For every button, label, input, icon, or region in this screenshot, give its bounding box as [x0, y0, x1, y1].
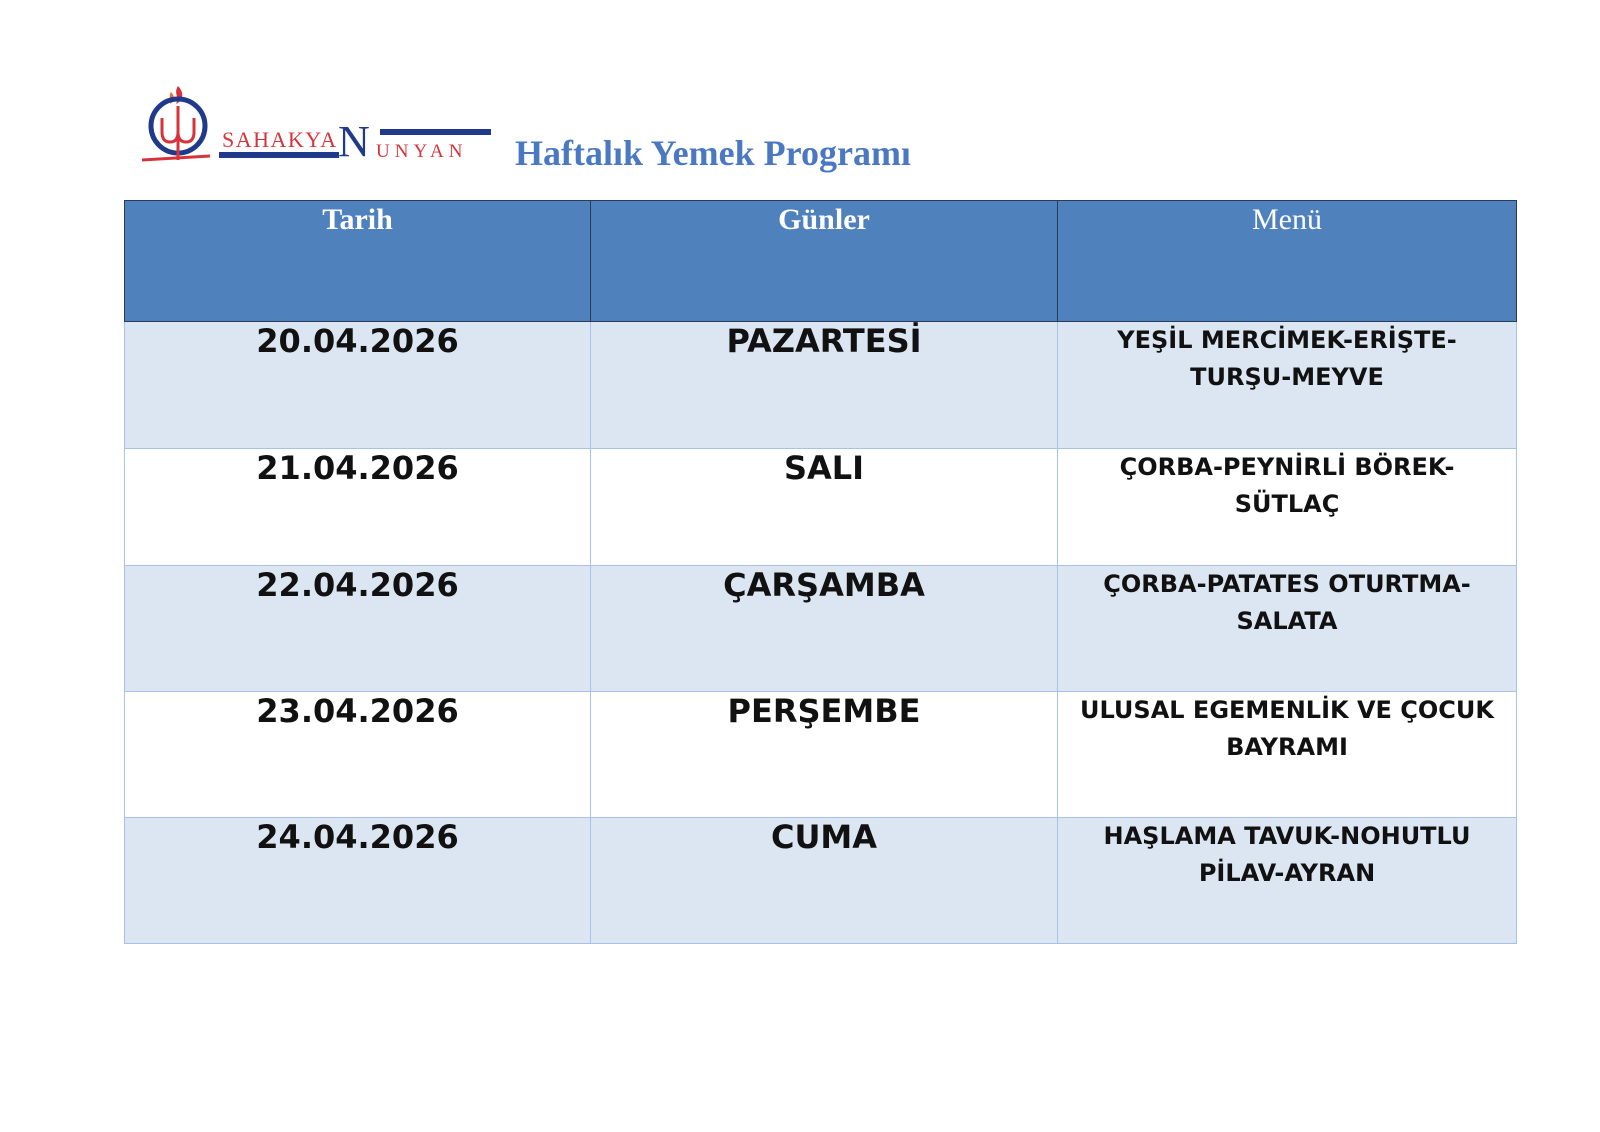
menu-line: ÇORBA-PATATES OTURTMA-: [1103, 570, 1471, 598]
table-row: [125, 449, 1517, 566]
menu-line: HAŞLAMA TAVUK-NOHUTLU: [1103, 822, 1471, 850]
menu-line: SALATA: [1236, 607, 1338, 635]
logo-word-unyan: UNYAN: [376, 141, 468, 162]
row-date: 22.04.2026: [125, 566, 591, 692]
menu-line: SÜTLAÇ: [1234, 490, 1340, 518]
row-menu: [1058, 692, 1517, 818]
menu-line: BAYRAMI: [1226, 733, 1348, 761]
menu-line: ÇORBA-PEYNİRLİ BÖREK-: [1119, 453, 1455, 481]
sahakyan-logo: [140, 82, 510, 174]
row-date: 20.04.2026: [125, 322, 591, 449]
row-day: ÇARŞAMBA: [591, 566, 1058, 692]
menu-line: TURŞU-MEYVE: [1190, 363, 1384, 391]
row-menu: [1058, 818, 1517, 944]
row-menu: [1058, 322, 1517, 449]
row-date: 23.04.2026: [125, 692, 591, 818]
table-row: [125, 322, 1517, 449]
menu-line: ULUSAL EGEMENLİK VE ÇOCUK: [1080, 696, 1494, 724]
menu-line: YEŞİL MERCİMEK-ERİŞTE-: [1117, 326, 1457, 354]
weekly-menu-table: [124, 200, 1517, 944]
row-day: PERŞEMBE: [591, 692, 1058, 818]
row-date: 24.04.2026: [125, 818, 591, 944]
column-header-menu: Menü: [1058, 201, 1517, 322]
logo-word-sahakya: SAHAKYA: [222, 127, 338, 152]
row-day: CUMA: [591, 818, 1058, 944]
row-menu: [1058, 449, 1517, 566]
table-row: [125, 818, 1517, 944]
row-menu: [1058, 566, 1517, 692]
logo-letter-n: N: [338, 117, 370, 166]
column-header-day: Günler: [591, 201, 1058, 322]
row-day: SALI: [591, 449, 1058, 566]
table-row: [125, 692, 1517, 818]
row-date: 21.04.2026: [125, 449, 591, 566]
menu-line: PİLAV-AYRAN: [1198, 859, 1376, 887]
column-header-date: Tarih: [125, 201, 591, 322]
table-row: [125, 566, 1517, 692]
page-title: Haftalık Yemek Programı: [515, 133, 911, 173]
page-header: [140, 82, 1040, 182]
table-header-row: [125, 201, 1517, 322]
row-day: PAZARTESİ: [591, 322, 1058, 449]
